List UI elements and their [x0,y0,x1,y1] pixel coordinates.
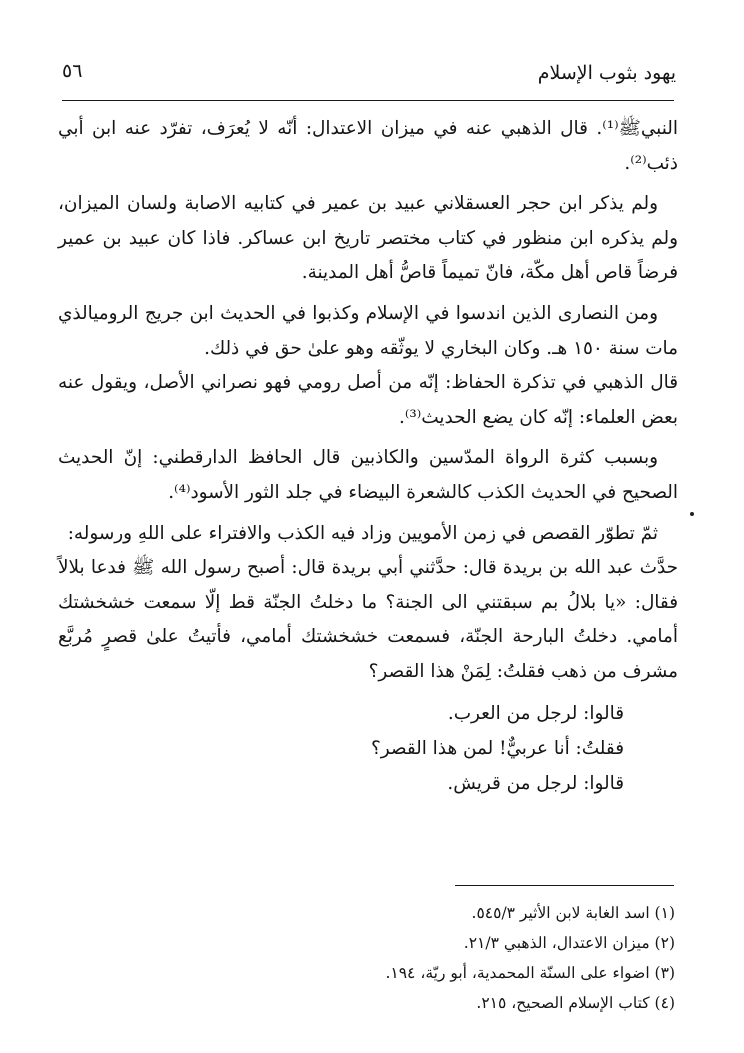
footnote-rule [455,885,674,886]
footnotes [260,898,675,1018]
page-number: ٥٦ [62,60,83,82]
dialogue-line: قالوا: لرجل من قريش. [447,772,624,794]
paragraph: ولم يذكر ابن حجر العسقلاني عبيد بن عمير في كتابيه الاصابة ولسان الميزان، ولم يذكره ابن منظور في كتاب مختصر تاريخ ابن عساكر. فاذا كان عبيد بن عمير فرضاً قاص أهل مكّة، فانّ تميماً قاصُّ أهل المدينة. [58,193,678,284]
body-text [58,112,678,801]
footnote: (٣) اضواء على السنّة المحمدية، أبو ريّة، ١٩٤. [385,964,675,982]
header-rule [62,100,674,101]
running-header [62,58,676,98]
dialogue-line: قالوا: لرجل من العرب. [447,702,624,724]
paragraph: قال الذهبي في تذكرة الحفاظ: إنّه من أصل رومي فهو نصراني الأصل، ويقول عنه بعض العلماء: إنّه كان يضع الحديث⁽³⁾. [58,372,678,428]
paragraph: حدَّث عبد الله بن بريدة قال: حدَّثني أبي بريدة قال: أصبح رسول الله ﷺ فدعا بلالاً فقال: «يا بلالُ بم سبقتني الى الجنة؟ ما دخلتُ الجنّة قط إلّا سمعت خشخشتك أمامي. دخلتُ البارحة الجنّة، فسمعت خشخشتك أمامي، فأتيتُ علىٰ قصرٍ مُربَّع مشرف من ذهب فقلتُ: لِمَنْ هذا القصر؟ [58,557,678,682]
footnote: (٢) ميزان الاعتدال، الذهبي ٢١/٣. [463,934,675,952]
dialogue-line: فقلتُ: أنا عربيٌّ! لمن هذا القصر؟ [370,737,624,759]
footnote: (٤) كتاب الإسلام الصحيح، ٢١٥. [476,994,675,1012]
running-title: يهود بثوب الإسلام [537,62,676,84]
paragraph: النبيﷺ⁽¹⁾. قال الذهبي عنه في ميزان الاعتدال: أنّه لا يُعرَف، تفرّد عنه ابن أبي ذئب⁽²⁾. [58,118,678,174]
paragraph: ثمّ تطوّر القصص في زمن الأمويين وزاد فيه الكذب والافتراء على اللهِ ورسوله: [67,522,658,544]
paragraph: ومن النصارى الذين اندسوا في الإسلام وكذبوا في الحديث ابن جريج الروميالذي مات سنة ١٥٠ هـ. وكان البخاري لا يوثّقه وهو علىٰ حق في ذلك. [58,302,678,359]
paragraph: وبسبب كثرة الرواة المدّسين والكاذبين قال الحافظ الدارقطني: إنّ الحديث الصحيح في الحديث الكذب كالشعرة البيضاء في جلد الثور الأسود⁽⁴⁾. [58,447,678,503]
margin-dot [690,512,694,516]
footnote: (١) اسد الغابة لابن الأثير ٥٤٥/٣. [471,904,675,922]
